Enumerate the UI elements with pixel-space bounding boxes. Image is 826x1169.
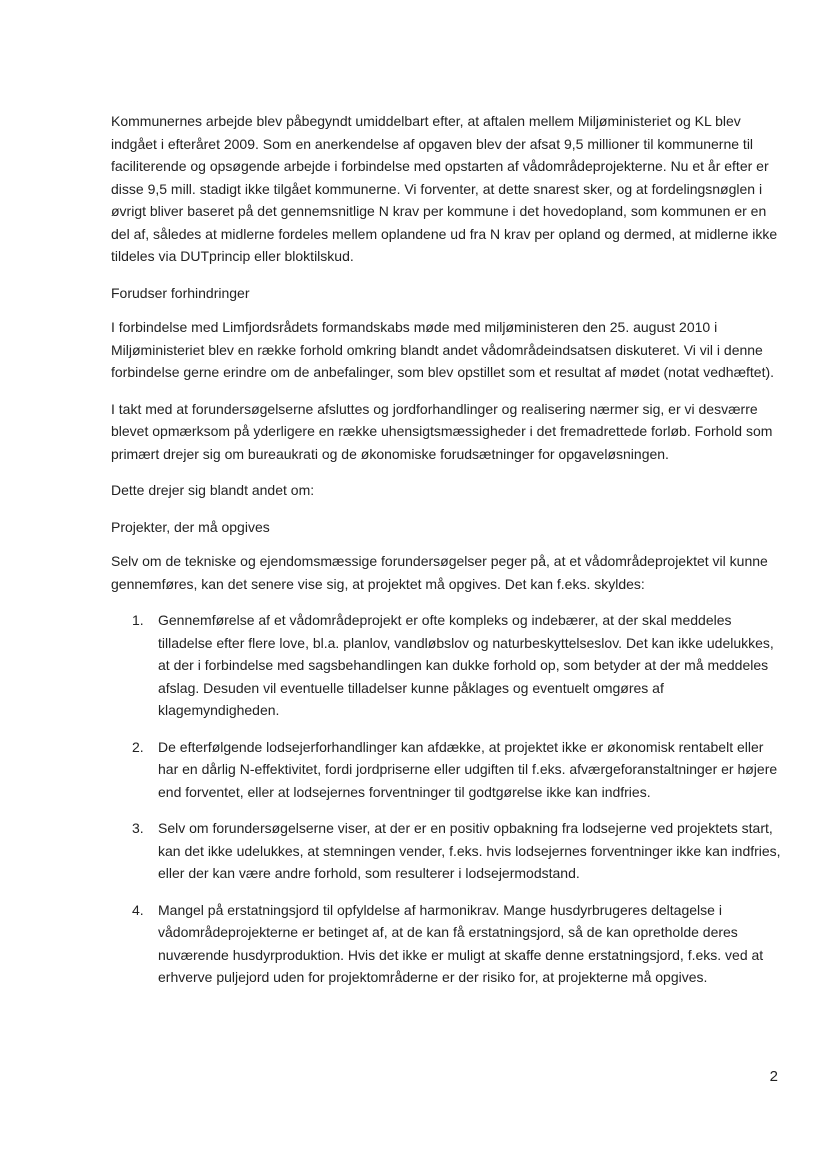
numbered-list bbox=[111, 609, 781, 989]
list-item bbox=[111, 736, 781, 804]
section-heading-projekter: Projekter, der må opgives bbox=[111, 518, 270, 535]
list-item-number: 4. bbox=[132, 901, 144, 918]
list-item-text: Mangel på erstatningsjord til opfyldelse af harmonikrav. Mange husdyrbrugeres deltagelse i vådområdeprojekterne er betinget af, at de kan få erstatningsjord, så de kan opretholde deres nuværende husdyrproduktion. Hvis det ikke er muligt at skaffe denne erstatningsjord, f.eks. ved at erhverve puljejord uden for projektområderne er der risiko for, at projekterne må opgives. bbox=[158, 901, 764, 985]
list-item bbox=[111, 899, 781, 989]
list-item-text: De efterfølgende lodsejerforhandlinger kan afdække, at projektet ikke er økonomisk rentabelt eller har en dårlig N-effektivitet, fordi jordpriserne eller udgiften til f.eks. afværgeforanstaltninger er højere end forventet, eller at lodsejernes forventninger til godtgørelse ikke kan indfries. bbox=[158, 738, 778, 800]
list-item-text: Gennemførelse af et vådområdeprojekt er ofte kompleks og indebærer, at der skal meddeles tilladelse efter flere love, bl.a. planlov, vandløbslov og naturbeskyttelseslov. Det kan ikke udelukkes, at der i forbindelse med sagsbehandlingen kan dukke forhold op, som betyder at der må meddeles afslag. Desuden vil eventuelle tilladelser kunne påklages og eventuelt omgøres af klagemyndigheden. bbox=[158, 612, 774, 718]
section-heading-forudser-forhindringer: Forudser forhindringer bbox=[111, 284, 250, 301]
list-item-number: 3. bbox=[132, 820, 144, 836]
list-item-number: 2. bbox=[132, 738, 144, 755]
list-item bbox=[111, 817, 781, 885]
list-item-number: 1. bbox=[132, 612, 144, 628]
list-item-text: Selv om forundersøgelserne viser, at der er en positiv opbakning fra lodsejerne ved projektets start, kan det ikke udelukkes, at stemningen vender, f.eks. hvis lodsejernes forventninger ikke kan indfries, eller der kan være andre forhold, som resulterer i lodsejermodstand. bbox=[158, 820, 781, 881]
section1-paragraph-3: Dette drejer sig blandt andet om: bbox=[111, 482, 315, 498]
page-number: 2 bbox=[769, 1068, 778, 1085]
document-page bbox=[111, 110, 781, 1003]
section1-paragraph-1: I forbindelse med Limfjordsrådets formandskabs møde med miljøministeren den 25. august 2010 i Miljøministeriet blev en række forhold omkring blandt andet vådområdeindsatsen diskuteret. Vi vil i denne forbindelse gerne erindre om de anbefalinger, som blev opstillet som et resultat af mødet (notat vedhæftet). bbox=[111, 319, 775, 380]
section1-paragraph-2: I takt med at forundersøgelserne afsluttes og jordforhandlinger og realisering nærmer sig, er vi desværre blevet opmærksom på yderligere en række uhensigtsmæssigheder i det fremadrettede forløb. Forhold som primært drejer sig om bureaukrati og de økonomiske forudsætninger for opgaveløsningen. bbox=[111, 400, 773, 462]
list-item bbox=[111, 609, 781, 722]
intro-paragraph: Kommunernes arbejde blev påbegyndt umiddelbart efter, at aftalen mellem Miljøministeriet og KL blev indgået i efteråret 2009. Som en anerkendelse af opgaven blev der afsat 9,5 millioner til kommunerne til faciliterende og opsøgende arbejde i forbindelse med opstarten af vådområdeprojekterne. Nu et år efter er disse 9,5 mill. stadigt ikke tilgået kommunerne. Vi forventer, at dette snarest sker, og at fordelingsnøglen i øvrigt bliver baseret på det gennemsnitlige N krav per kommune i det hovedopland, som kommunen er en del af, således at midlerne fordeles mellem oplandene ud fra N krav per opland og dermed, at midlerne ikke tildeles via DUTprincip eller bloktilskud. bbox=[111, 113, 778, 264]
section2-paragraph-1: Selv om de tekniske og ejendomsmæssige forundersøgelser peger på, at et vådområdeprojektet vil kunne gennemføres, kan det senere vise sig, at projektet må opgives. Det kan f.eks. skyldes: bbox=[111, 553, 768, 592]
